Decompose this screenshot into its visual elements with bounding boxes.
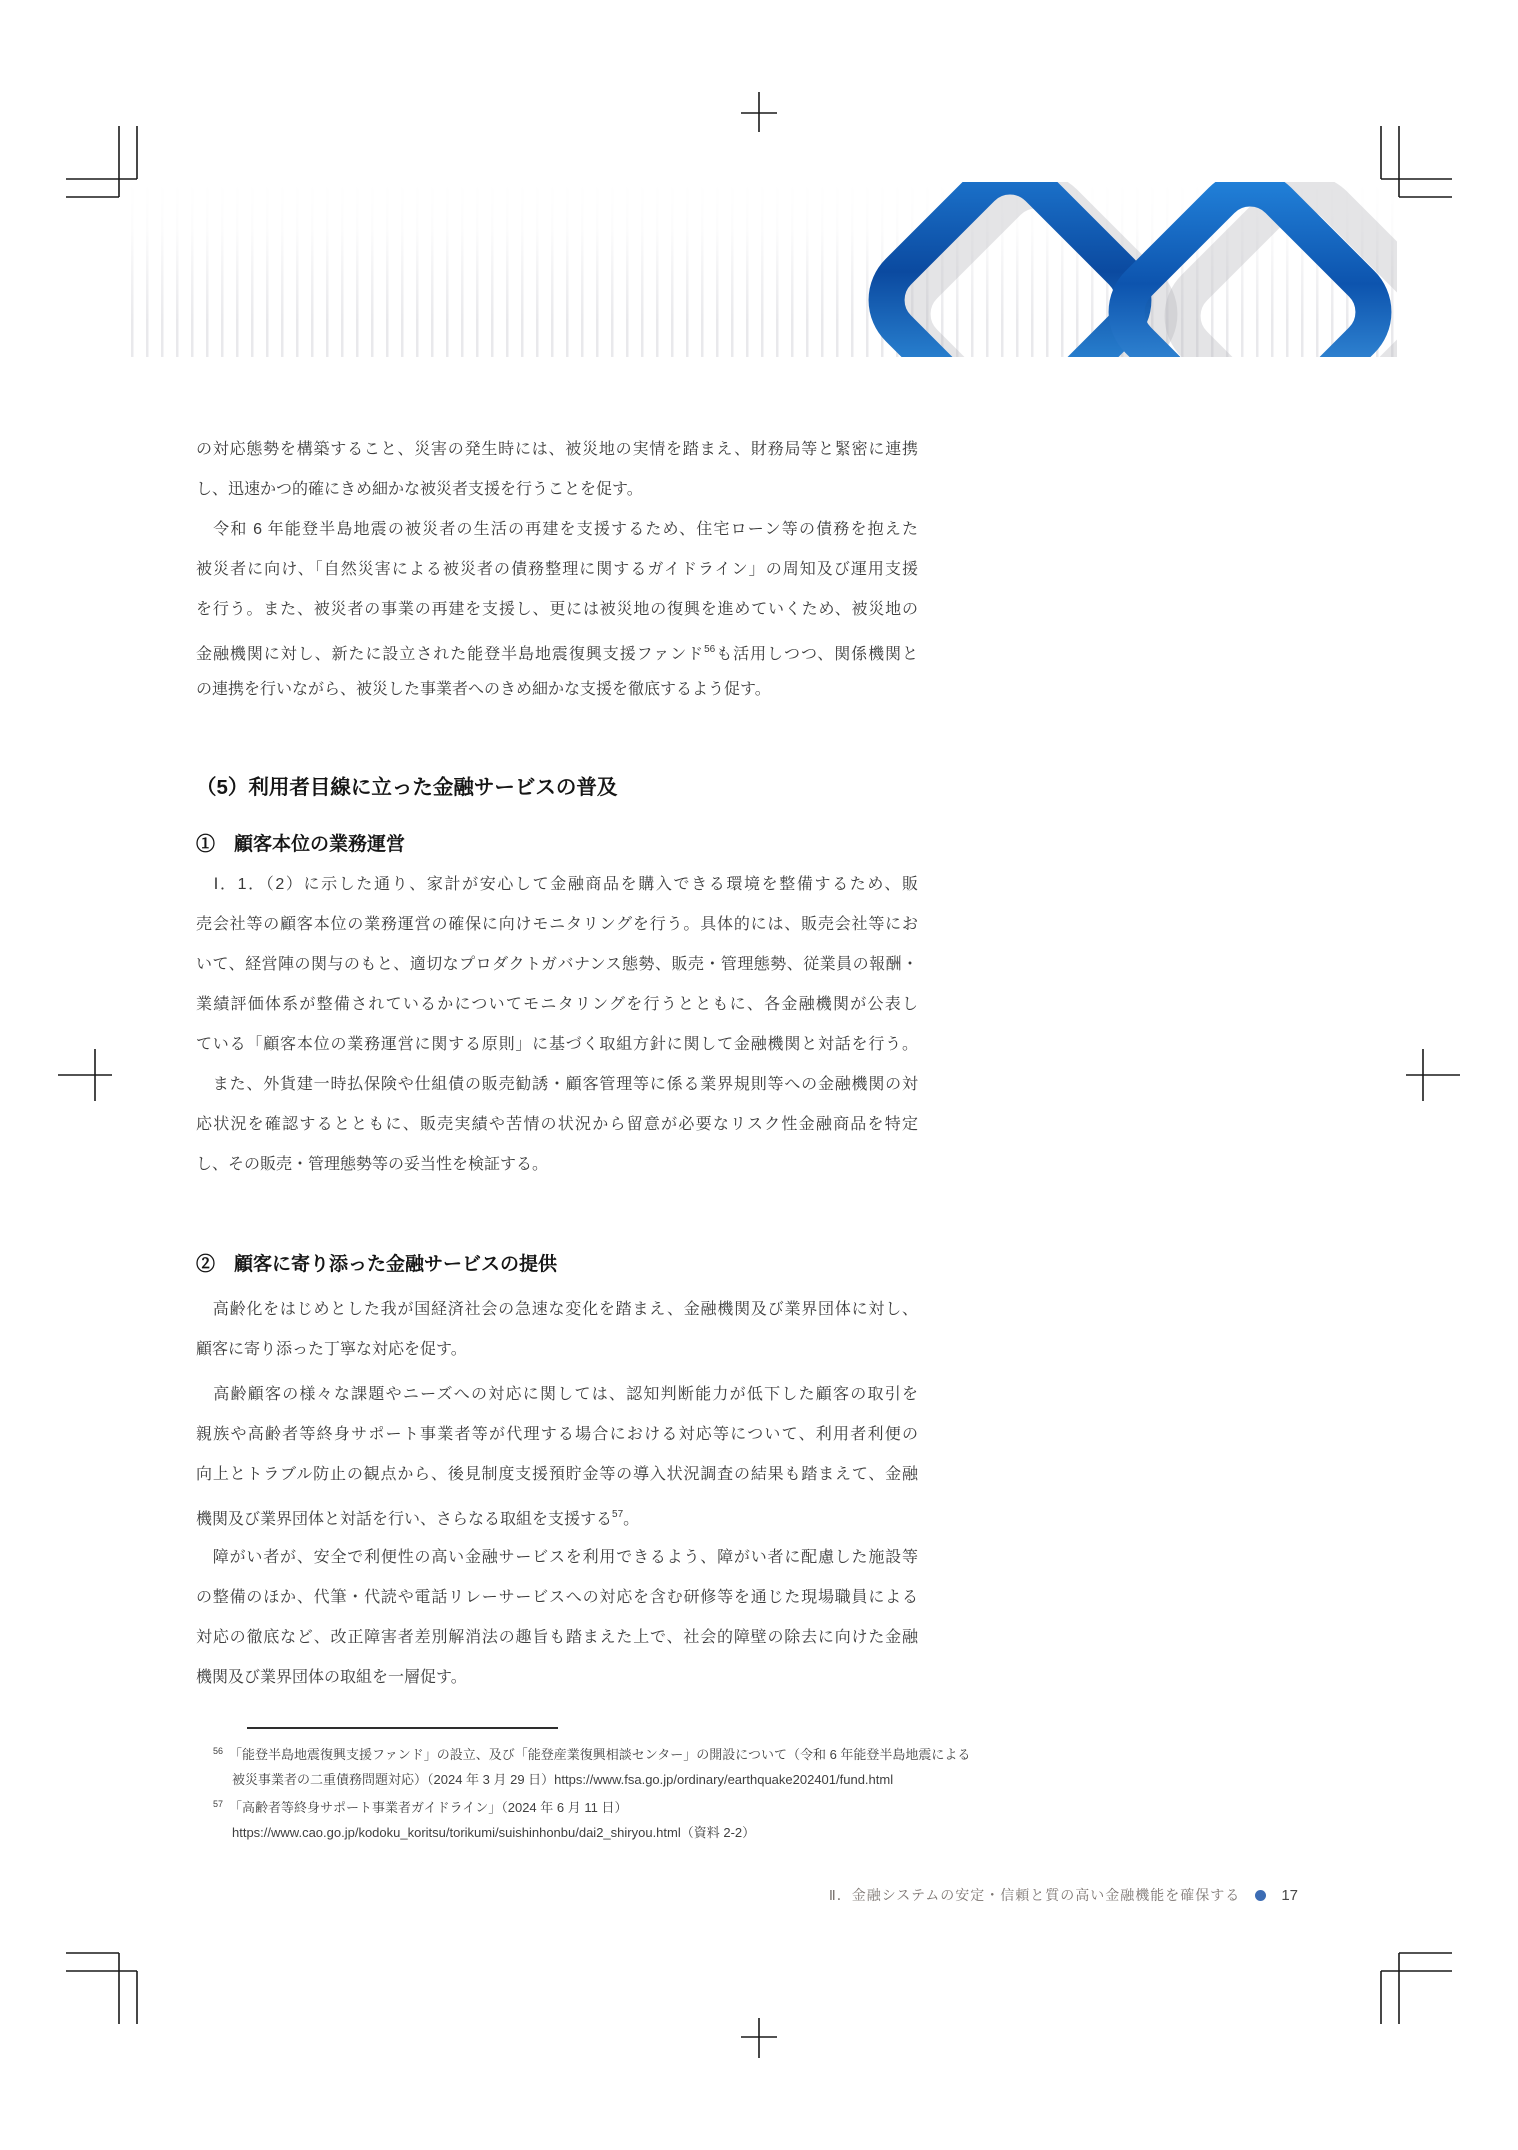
footnote-text: 「高齢者等終身サポート事業者ガイドライン」（2024 年 6 月 11 日）: [229, 1800, 628, 1815]
body-line: し、迅速かつ的確にきめ細かな被災者支援を行うことを促す。: [196, 481, 643, 498]
footnote-ref-56: 56: [704, 644, 716, 655]
footnote-ref-57: 57: [612, 1509, 624, 1520]
body-line: 売会社等の顧客本位の業務運営の確保に向けモニタリングを行う。具体的には、販売会社等にお: [196, 916, 918, 933]
section-bullet-icon: [1255, 1890, 1266, 1901]
paragraph-aging-society: [196, 1290, 918, 1370]
body-line: 機関及び業界団体と対話を行い、さらなる取組を支援する$^{57}$。: [196, 1509, 640, 1528]
footer-section-title: Ⅱ．金融システムの安定・信頼と質の高い金融機能を確保する: [828, 1887, 1241, 1903]
body-line: を行う。また、被災者の事業の再建を支援し、更には被災地の復興を進めていくため、被災地の: [196, 601, 918, 618]
body-line: し、その販売・管理態勢等の妥当性を検証する。: [196, 1156, 549, 1173]
body-line: Ⅰ．1．（2）に示した通り、家計が安心して金融商品を購入できる環境を整備するため、販: [196, 876, 918, 893]
footnote-56-continued: 被災事業者の二重債務問題対応）（2024 年 3 月 29 日）https://www.fsa.go.jp/ordinary/earthquake202401/fund.html: [232, 1772, 894, 1787]
body-line: の対応態勢を構築すること、災害の発生時には、被災地の実情を踏まえ、財務局等と緊密に連携: [196, 441, 918, 458]
body-line: 応状況を確認するとともに、販売実績や苦情の状況から留意が必要なリスク性金融商品を特定: [196, 1116, 918, 1133]
body-line: ている「顧客本位の業務運営に関する原則」に基づく取組方針に関して金融機関と対話を行う。: [196, 1036, 918, 1053]
page-number: 17: [1281, 1886, 1298, 1904]
body-line: の連携を行いながら、被災した事業者へのきめ細かな支援を徹底するよう促す。: [196, 681, 771, 698]
body-line: 向上とトラブル防止の観点から、後見制度支援預貯金等の導入状況調査の結果も踏まえて、金融: [196, 1466, 918, 1483]
paragraph-disaster-response: [196, 430, 918, 510]
footnote-56: [213, 1739, 983, 1767]
fsa-ribbon-logo: [120, 182, 1397, 357]
body-line: 金融機関に対し、新たに設立された能登半島地震復興支援ファンド$^{56}$も活用しつつ、関係機関と: [196, 644, 918, 663]
subsection-heading-2: ② 顧客に寄り添った金融サービスの提供: [196, 1254, 558, 1275]
section-heading-5: （5）利用者目線に立った金融サービスの普及: [196, 776, 618, 799]
header-band: [120, 182, 1397, 357]
subsection-heading-1: ① 顧客本位の業務運営: [196, 834, 406, 855]
body-line: 高齢化をはじめとした我が国経済社会の急速な変化を踏まえ、金融機関及び業界団体に対し、: [196, 1301, 918, 1318]
footnotes: [213, 1739, 983, 1845]
footnote-marker: 57: [213, 1799, 224, 1809]
body-line: また、外貨建一時払保険や仕組債の販売勧誘・顧客管理等に係る業界規則等への金融機関の対: [196, 1076, 918, 1093]
paragraph-noto-earthquake: [196, 510, 918, 710]
footnote-text: 「能登半島地震復興支援ファンド」の設立、及び「能登産業復興相談センター」の開設について（令和 6 年能登半島地震による: [229, 1747, 971, 1762]
paragraph-disabled-persons: [196, 1538, 918, 1698]
footnote-57: [213, 1792, 983, 1820]
footnote-marker: 56: [213, 1746, 224, 1756]
page-footer: [829, 1884, 1298, 1906]
body-line: 業績評価体系が整備されているかについてモニタリングを行うとともに、各金融機関が公表し: [196, 996, 918, 1013]
body-line: 高齢顧客の様々な課題やニーズへの対応に関しては、認知判断能力が低下した顧客の取引を: [196, 1386, 918, 1403]
body-line: 親族や高齢者等終身サポート事業者等が代理する場合における対応等について、利用者利便の: [196, 1426, 918, 1443]
body-line: いて、経営陣の関与のもと、適切なプロダクトガバナンス態勢、販売・管理態勢、従業員の報酬・: [196, 956, 918, 973]
body-line: 顧客に寄り添った丁寧な対応を促す。: [196, 1341, 467, 1358]
body-line: 機関及び業界団体の取組を一層促す。: [196, 1669, 467, 1686]
paragraph-customer-oriented: [196, 865, 918, 1185]
body-line: 被災者に向け、「自然災害による被災者の債務整理に関するガイドライン」の周知及び運用支援: [196, 561, 918, 578]
body-line: 令和 6 年能登半島地震の被災者の生活の再建を支援するため、住宅ローン等の債務を抱えた: [196, 521, 918, 538]
body-line: 障がい者が、安全で利便性の高い金融サービスを利用できるよう、障がい者に配慮した施設等: [196, 1549, 918, 1566]
paragraph-elderly-customers: [196, 1375, 918, 1535]
body-line: 対応の徹底など、改正障害者差別解消法の趣旨も踏まえた上で、社会的障壁の除去に向けた金融: [196, 1629, 918, 1646]
body-line: の整備のほか、代筆・代読や電話リレーサービスへの対応を含む研修等を通じた現場職員による: [196, 1589, 918, 1606]
footnote-separator: [247, 1727, 558, 1729]
footnote-57-continued: https://www.cao.go.jp/kodoku_koritsu/torikumi/suishinhonbu/dai2_shiryou.html（資料 2-2）: [232, 1825, 756, 1840]
